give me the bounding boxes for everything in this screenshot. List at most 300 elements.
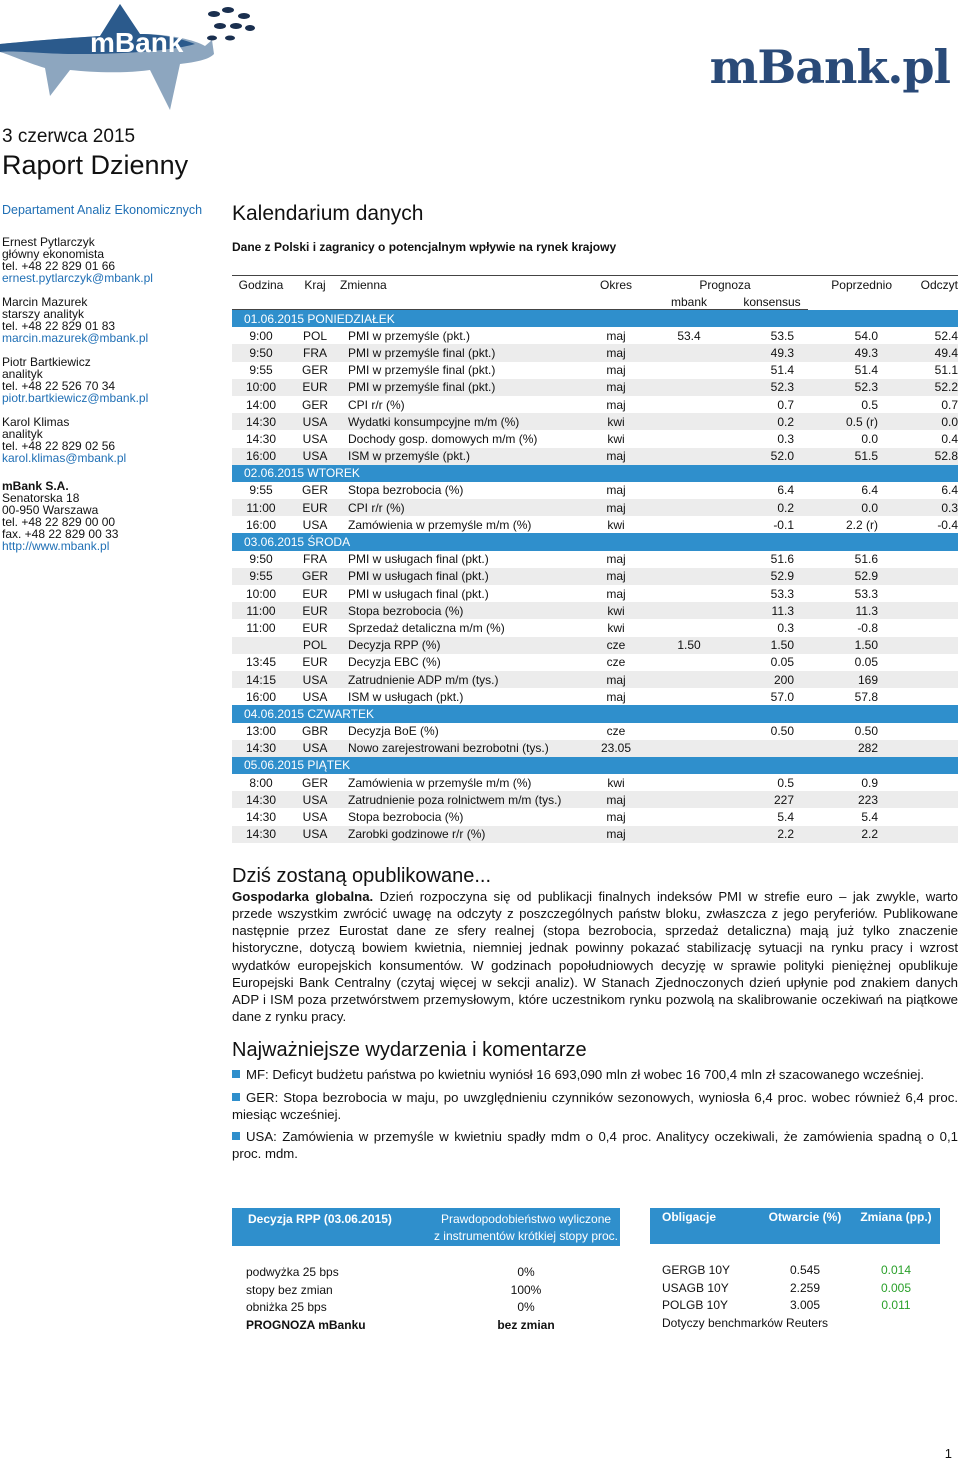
cell-act — [892, 791, 958, 808]
cell-country: FRA — [290, 344, 340, 361]
cell-prev: 0.5 (r) — [808, 413, 892, 430]
calendar-row — [232, 499, 958, 516]
cell-country: POL — [290, 637, 340, 654]
cell-time: 11:00 — [232, 602, 290, 619]
calendar-row — [232, 568, 958, 585]
cell-time: 13:00 — [245, 724, 277, 739]
cell-variable: Decyzja EBC (%) — [348, 655, 441, 670]
calendar-row — [232, 808, 958, 825]
cell-period: kwi — [607, 517, 625, 532]
cell-prev: 54.0 — [854, 328, 878, 343]
cell-act — [892, 826, 958, 843]
cell-country: GBR — [301, 724, 328, 739]
event-item: MF: Deficyt budżetu państwa po kwietniu wyniósł 16 693,090 mln zł wobec 16 700,4 mln zł szacowanego wcześniej. — [232, 1066, 958, 1083]
cell-mbank — [642, 826, 736, 843]
cell-time: 14:30 — [245, 810, 277, 825]
cell-mbank — [642, 430, 736, 447]
cell-act — [892, 671, 958, 688]
cell-cons: 53.5 — [770, 328, 794, 343]
bullet-square-icon — [232, 1070, 240, 1078]
cell-prev: 0.05 — [854, 655, 878, 670]
bond-row: USAGB 10Y 2.259 0.005 — [662, 1280, 912, 1295]
rpp-table-header — [232, 1208, 620, 1246]
contact-person — [2, 236, 224, 284]
cell-period: cze — [606, 724, 626, 739]
cell-variable: Wydatki konsumpcyjne m/m (%) — [340, 413, 590, 430]
calendar-row — [232, 826, 958, 843]
bonds-table — [650, 1208, 940, 1332]
cell-time: 8:00 — [249, 775, 273, 790]
cell-period: maj — [590, 344, 642, 361]
cell-act: 6.4 — [941, 483, 958, 498]
calendar-row — [232, 327, 958, 344]
cell-cons: 51.4 — [770, 363, 794, 378]
cell-mbank — [642, 619, 736, 636]
cell-time: 13:45 — [245, 655, 277, 670]
company-info — [2, 480, 224, 552]
cell-country: USA — [290, 791, 340, 808]
cell-mbank — [642, 396, 736, 413]
day-label: 03.06.2015 ŚRODA — [232, 533, 958, 550]
mbank-pl-logo[interactable]: mBank.pl — [709, 40, 950, 94]
bonds-table-wrap — [650, 1208, 940, 1332]
mbank-shark-logo — [0, 0, 260, 128]
bonds-note-row: Dotyczy benchmarków Reuters — [662, 1315, 829, 1330]
cell-time: 16:00 — [245, 517, 277, 532]
company-phone: tel. +48 22 829 00 00 — [2, 515, 116, 529]
col-header-country: Kraj — [290, 276, 340, 295]
cell-country: GER — [301, 397, 328, 412]
rpp-header-right: Prawdopodobieństwo wyliczone z instrumentów krótkiej stopy proc. — [432, 1208, 620, 1246]
cell-act: 0.0 — [892, 413, 958, 430]
cell-period: maj — [606, 810, 626, 825]
col-header-mbank: mbank — [642, 294, 736, 310]
bonds-table-header: Obligacje Otwarcie (%) Zmiana (pp.) — [650, 1208, 940, 1244]
cell-period: maj — [590, 568, 642, 585]
cell-variable: CPI r/r (%) — [348, 397, 405, 412]
cell-country: EUR — [290, 379, 340, 396]
cell-time: 11:00 — [232, 499, 290, 516]
cell-variable: Nowo zarejestrowani bezrobotni (tys.) — [340, 740, 590, 757]
calendar-row — [232, 551, 958, 568]
contact-name: Ernest Pytlarczyk — [2, 235, 95, 249]
company-city: 00-950 Warszawa — [2, 503, 99, 517]
cell-time: 14:30 — [245, 431, 277, 446]
cell-mbank: 53.4 — [677, 328, 701, 343]
cell-time: 11:00 — [246, 620, 276, 635]
cell-variable: PMI w przemyśle final (pkt.) — [340, 379, 590, 396]
cell-mbank — [642, 344, 736, 361]
cell-period: maj — [590, 379, 642, 396]
contact-role: analityk — [2, 427, 43, 441]
cell-country: USA — [290, 740, 340, 757]
cell-time: 9:55 — [249, 363, 273, 378]
calendar-row — [232, 448, 958, 465]
cell-cons: 0.2 — [736, 413, 808, 430]
col-header-period: Okres — [590, 276, 642, 295]
cell-cons: 57.0 — [770, 689, 794, 704]
cell-mbank — [642, 774, 736, 791]
cell-act: 52.8 — [892, 448, 958, 465]
cell-cons: 52.9 — [736, 568, 808, 585]
cell-cons: 52.0 — [736, 448, 808, 465]
cell-country: EUR — [302, 586, 328, 601]
calendar-row — [232, 723, 958, 740]
cell-mbank — [642, 585, 736, 602]
calendar-row — [232, 791, 958, 808]
bullet-square-icon — [232, 1093, 240, 1101]
cell-variable: Zatrudnienie ADP m/m (tys.) — [340, 671, 590, 688]
cell-act — [892, 619, 958, 636]
cell-mbank — [642, 740, 736, 757]
cell-period: maj — [590, 499, 642, 516]
cell-act: 0.3 — [892, 499, 958, 516]
cell-prev: 51.5 — [808, 448, 892, 465]
calendar-row — [232, 430, 958, 447]
calendar-row — [232, 602, 958, 619]
cell-cons: 53.3 — [770, 586, 794, 601]
cell-period: maj — [606, 328, 626, 343]
calendar-row — [232, 482, 958, 499]
cell-time: 9:55 — [232, 568, 290, 585]
cell-country: EUR — [302, 620, 328, 635]
calendar-subtitle: Dane z Polski i zagranicy o potencjalnym wpływie na rynek krajowy — [232, 240, 617, 254]
cell-prev: 53.3 — [854, 586, 878, 601]
calendar-subheader-row — [232, 294, 958, 310]
cell-variable: Dochody gosp. domowych m/m (%) — [348, 431, 538, 446]
cell-country: USA — [290, 826, 340, 843]
cell-variable: PMI w usługach final (pkt.) — [348, 552, 489, 567]
contact-name: Piotr Bartkiewicz — [2, 355, 91, 369]
cell-act: 52.4 — [934, 328, 958, 343]
cell-prev: 51.6 — [854, 552, 878, 567]
today-section-title: Dziś zostaną opublikowane... — [232, 864, 492, 887]
cell-cons: 0.2 — [736, 499, 808, 516]
contact-person — [2, 416, 224, 464]
calendar-row — [232, 413, 958, 430]
cell-time: 16:00 — [245, 689, 277, 704]
cell-act — [892, 688, 958, 705]
report-title: Raport Dzienny — [2, 150, 189, 180]
rpp-row: obniżka 25 bps 0% — [246, 1300, 535, 1315]
sidebar-contacts — [2, 204, 224, 564]
cell-period: maj — [606, 397, 626, 412]
cell-cons: 6.4 — [777, 483, 794, 498]
cell-mbank — [642, 808, 736, 825]
cell-country: USA — [302, 431, 328, 446]
cell-period: maj — [606, 689, 626, 704]
day-label: 04.06.2015 CZWARTEK — [232, 705, 958, 722]
calendar-row — [232, 619, 958, 636]
cell-prev: 51.4 — [854, 363, 878, 378]
contact-phone: tel. +48 22 829 01 83 — [2, 319, 116, 333]
cell-prev: 11.3 — [808, 602, 892, 619]
cell-period: cze — [590, 637, 642, 654]
bullet-square-icon — [232, 1132, 240, 1140]
contact-phone: tel. +48 22 526 70 34 — [2, 379, 116, 393]
contact-role: analityk — [2, 367, 43, 381]
calendar-row — [232, 379, 958, 396]
cell-prev: 5.4 — [861, 810, 878, 825]
cell-country: EUR — [302, 655, 328, 670]
cell-time: 9:50 — [232, 344, 290, 361]
calendar-row — [232, 671, 958, 688]
cell-period: maj — [606, 483, 626, 498]
cell-variable: CPI r/r (%) — [340, 499, 590, 516]
report-date: 3 czerwca 2015 — [2, 126, 136, 147]
today-paragraph — [232, 888, 958, 1026]
cell-time: 9:50 — [249, 552, 273, 567]
cell-variable: PMI w usługach final (pkt.) — [348, 586, 489, 601]
cell-variable: ISM w przemyśle (pkt.) — [340, 448, 590, 465]
cell-period: kwi — [607, 431, 625, 446]
cell-time: 14:30 — [232, 826, 290, 843]
cell-period: maj — [606, 363, 626, 378]
cell-time: 14:30 — [232, 791, 290, 808]
cell-cons: 0.05 — [770, 655, 794, 670]
cell-country: USA — [290, 671, 340, 688]
department-name: Departament Analiz Ekonomicznych — [2, 203, 203, 217]
cell-country: GER — [301, 775, 328, 790]
contact-phone: tel. +48 22 829 01 66 — [2, 259, 116, 273]
contact-person — [2, 356, 224, 404]
col-header-actual: Odczyt — [892, 276, 958, 295]
calendar-header-row — [232, 276, 958, 295]
cell-variable: PMI w przemyśle (pkt.) — [348, 328, 471, 343]
cell-time — [232, 637, 290, 654]
cell-cons: 0.3 — [777, 431, 794, 446]
cell-mbank — [642, 551, 736, 568]
cell-mbank — [642, 448, 736, 465]
cell-act: 51.1 — [934, 363, 958, 378]
cell-mbank — [642, 654, 736, 671]
logo-left-text: mBank — [90, 27, 184, 58]
cell-time: 9:00 — [249, 328, 273, 343]
cell-mbank — [642, 568, 736, 585]
cell-act — [892, 808, 958, 825]
calendar-row — [232, 740, 958, 757]
cell-time: 14:30 — [232, 740, 290, 757]
cell-prev: 52.9 — [808, 568, 892, 585]
cell-prev: 282 — [808, 740, 892, 757]
cell-period: kwi — [607, 620, 625, 635]
calendar-day-row — [232, 757, 958, 774]
cell-prev: 0.0 — [808, 499, 892, 516]
cell-variable: PMI w usługach final (pkt.) — [340, 568, 590, 585]
today-text: Dzień rozpoczyna się od publikacji finalnych indeksów PMI w strefie euro – jak zwykle, warto przede wszystkim zwrócić uwagę na odczyty z poszczególnych państw bloku, zwłaszcza z jego peryferiów. Publikowane następnie przez Eurostat dane ze sfery realnej (stopa bezrobocia, sprzedaż detaliczna) mają już tylko znaczenie historyczne, dotyczą bowiem kwietnia, niemniej jednak powinny pokazać stabilizację sytuacji na rynku pracy i wzrost wydatków europejskich konsumentów. W godzinach popołudniowych decyzję w sprawie polityki pieniężnej opublikuje Europejski Bank Centralny (czytaj więcej w sekcji analiz). W Stanach Zjednoczonych dzień upłynie pod znakiem danych ADP i ISM poza przetwórstwem przemysłowym, które uczestnikom rynku pozwolą na skalibrowanie oczekiwań na piątkowe dane z rynku pracy. — [232, 888, 959, 1025]
cell-mbank — [642, 413, 736, 430]
cell-act: 0.7 — [941, 397, 958, 412]
cell-prev: 1.50 — [808, 637, 892, 654]
calendar-row — [232, 344, 958, 361]
cell-cons: 0.7 — [777, 397, 794, 412]
calendar-row — [232, 516, 958, 533]
contact-role: starszy analityk — [2, 307, 85, 321]
cell-mbank — [642, 499, 736, 516]
cell-time: 10:00 — [245, 586, 277, 601]
cell-country: GER — [301, 483, 328, 498]
cell-act — [892, 568, 958, 585]
cell-mbank — [642, 516, 736, 533]
cell-cons: 0.50 — [770, 724, 794, 739]
cell-variable: Stopa bezrobocia (%) — [340, 602, 590, 619]
cell-cons: 49.3 — [736, 344, 808, 361]
contact-phone: tel. +48 22 829 02 56 — [2, 439, 116, 453]
cell-prev: 0.5 — [861, 397, 878, 412]
cell-act — [892, 774, 958, 791]
day-label: 02.06.2015 WTOREK — [232, 465, 958, 482]
cell-variable: Zamówienia w przemyśle m/m (%) — [348, 775, 532, 790]
calendar-day-row — [232, 533, 958, 550]
company-street: Senatorska 18 — [2, 491, 80, 505]
cell-period: maj — [590, 791, 642, 808]
cell-cons: -0.1 — [773, 517, 794, 532]
cell-variable: Stopa bezrobocia (%) — [348, 483, 464, 498]
calendar-row — [232, 654, 958, 671]
cell-cons: 227 — [736, 791, 808, 808]
cell-period: maj — [606, 552, 626, 567]
col-header-forecast: Prognoza — [642, 276, 808, 295]
cell-variable: Stopa bezrobocia (%) — [348, 810, 464, 825]
cell-country: USA — [302, 810, 328, 825]
cell-prev: 2.2 — [808, 826, 892, 843]
company-website-link[interactable]: http://www.mbank.pl — [2, 539, 110, 553]
cell-cons: 0.3 — [777, 620, 794, 635]
bond-row: GERGB 10Y 0.545 0.014 — [662, 1263, 912, 1278]
cell-mbank — [642, 379, 736, 396]
contact-email-link[interactable]: piotr.bartkiewicz@mbank.pl — [2, 391, 149, 405]
cell-country: EUR — [290, 602, 340, 619]
contact-name: Karol Klimas — [2, 415, 70, 429]
cell-prev: 0.50 — [854, 724, 878, 739]
cell-act: -0.4 — [937, 517, 958, 532]
calendar-row — [232, 362, 958, 379]
cell-prev: 57.8 — [854, 689, 878, 704]
cell-time: 9:55 — [249, 483, 273, 498]
cell-variable: Zatrudnienie poza rolnictwem m/m (tys.) — [340, 791, 590, 808]
main-content — [232, 202, 958, 1167]
cell-act — [892, 723, 958, 740]
cell-mbank — [642, 602, 736, 619]
col-header-time: Godzina — [232, 276, 290, 295]
cell-country: FRA — [303, 552, 327, 567]
rpp-row: stopy bez zmian 100% — [246, 1282, 542, 1297]
company-fax: fax. +48 22 829 00 33 — [2, 527, 119, 541]
cell-cons: 2.2 — [736, 826, 808, 843]
cell-period: maj — [590, 448, 642, 465]
cell-prev: 169 — [808, 671, 892, 688]
cell-act: 0.4 — [941, 431, 958, 446]
contact-email-link[interactable]: ernest.pytlarczyk@mbank.pl — [2, 271, 153, 285]
calendar-row — [232, 585, 958, 602]
cell-country: USA — [302, 517, 328, 532]
cell-period: kwi — [607, 775, 625, 790]
calendar-row — [232, 637, 958, 654]
day-label: 01.06.2015 PONIEDZIAŁEK — [232, 310, 958, 328]
cell-time: 10:00 — [232, 379, 290, 396]
rpp-decision-table-wrap — [232, 1208, 620, 1334]
contact-name: Marcin Mazurek — [2, 295, 88, 309]
cell-act — [892, 551, 958, 568]
cell-mbank — [642, 723, 736, 740]
cell-country: USA — [290, 413, 340, 430]
cell-variable: Zarobki godzinowe r/r (%) — [340, 826, 590, 843]
calendar-row — [232, 396, 958, 413]
col-header-consensus: konsensus — [736, 294, 808, 310]
cell-prev: 2.2 (r) — [845, 517, 878, 532]
cell-act: 49.4 — [892, 344, 958, 361]
calendar-title: Kalendarium danych — [232, 202, 424, 225]
col-header-variable: Zmienna — [340, 276, 590, 295]
cell-time: 14:00 — [245, 397, 277, 412]
cell-variable: Sprzedaż detaliczna m/m (%) — [348, 620, 505, 635]
cell-act — [892, 637, 958, 654]
contact-role: główny ekonomista — [2, 247, 105, 261]
cell-country: USA — [302, 689, 328, 704]
cell-prev: 6.4 — [861, 483, 878, 498]
calendar-day-row — [232, 705, 958, 722]
cell-cons: 0.5 — [777, 775, 794, 790]
cell-period: maj — [606, 586, 626, 601]
cell-cons: 1.50 — [736, 637, 808, 654]
cell-cons: 52.3 — [736, 379, 808, 396]
cell-period: maj — [590, 826, 642, 843]
rpp-forecast-row: PROGNOZA mBanku bez zmian — [246, 1317, 555, 1332]
contact-email-link[interactable]: marcin.mazurek@mbank.pl — [2, 331, 149, 345]
cell-mbank — [642, 688, 736, 705]
contact-person — [2, 296, 224, 344]
cell-prev: 0.0 — [861, 431, 878, 446]
cell-act — [892, 654, 958, 671]
cell-period: maj — [590, 671, 642, 688]
cell-prev: 0.9 — [861, 775, 878, 790]
today-lead: Gospodarka globalna. — [232, 888, 374, 904]
cell-cons: 51.6 — [770, 552, 794, 567]
cell-cons: 11.3 — [736, 602, 808, 619]
cell-mbank — [642, 791, 736, 808]
contact-email-link[interactable]: karol.klimas@mbank.pl — [2, 451, 127, 465]
cell-prev: 52.3 — [808, 379, 892, 396]
cell-cons: 200 — [736, 671, 808, 688]
cell-act — [892, 585, 958, 602]
cell-variable: Decyzja RPP (%) — [340, 637, 590, 654]
cell-period: 23.05 — [590, 740, 642, 757]
col-header-previous: Poprzednio — [808, 276, 892, 295]
cell-period: kwi — [590, 413, 642, 430]
cell-prev: 49.3 — [808, 344, 892, 361]
page-number: 1 — [944, 1446, 952, 1461]
cell-mbank: 1.50 — [642, 637, 736, 654]
calendar-day-row — [232, 310, 958, 328]
calendar-table — [232, 275, 958, 843]
cell-period: cze — [606, 655, 626, 670]
calendar-row — [232, 688, 958, 705]
cell-mbank — [642, 671, 736, 688]
cell-variable: PMI w przemyśle final (pkt.) — [340, 344, 590, 361]
cell-variable: ISM w usługach (pkt.) — [348, 689, 464, 704]
day-label: 05.06.2015 PIĄTEK — [232, 757, 958, 774]
cell-act — [892, 740, 958, 757]
cell-act: 52.2 — [892, 379, 958, 396]
event-item: GER: Stopa bezrobocia w maju, po uwzględnieniu czynników sezonowych, wyniosła 6,4 proc. wobec również 6,4 proc. miesiąc wcześniej. — [232, 1089, 958, 1122]
cell-prev: -0.8 — [857, 620, 878, 635]
cell-time: 16:00 — [232, 448, 290, 465]
cell-prev: 223 — [808, 791, 892, 808]
cell-variable: PMI w przemyśle final (pkt.) — [348, 363, 496, 378]
cell-mbank — [642, 482, 736, 499]
cell-variable: Zamówienia w przemyśle m/m (%) — [348, 517, 532, 532]
calendar-row — [232, 774, 958, 791]
